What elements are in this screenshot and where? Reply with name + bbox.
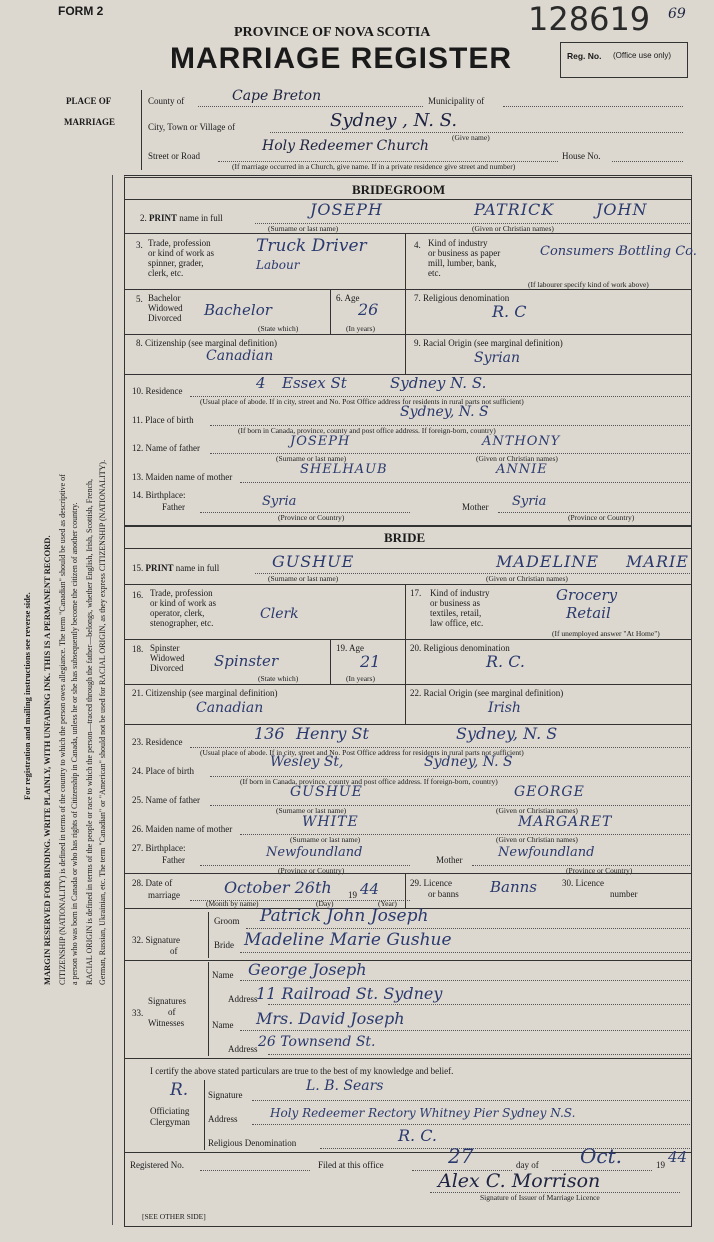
registered-no-label: Registered No. [130,1160,184,1170]
clergy-address-label: Address [208,1114,238,1124]
num-11: 11. Place of birth [132,415,194,425]
sidebar-instructions: For registration and mailing instructions see reverse side. [22,592,32,800]
groom-racial-label: Racial Origin (see marginal definition) [423,338,563,348]
filed-month: Oct. [580,1144,622,1168]
num-22: 22. Racial Origin (see marginal definition) [410,688,564,698]
num-7: 7. Religious denomination [414,293,510,303]
sidebar-racial-def: RACIAL ORIGIN is defined in terms of the people or race to which the person—traced through the father—belongs, whether English, Irish, Scottish, French, [85,478,94,985]
sig-label-1: Signature [145,935,180,945]
num-4: 4. [414,240,421,250]
witness2-address: 26 Townsend St. [258,1034,376,1050]
groom-prov-note-1: (Province or Country) [278,513,345,522]
bride-unemployed-note: (If unemployed answer "At Home") [552,629,660,638]
place-label-1: PLACE OF [66,96,112,106]
num-23: 23. Residence [132,737,183,747]
date-label-2: marriage [148,890,180,900]
bride-industry: Grocery [556,586,618,604]
bride-age: 21 [360,652,381,671]
groom-prov-note-2: (Province or Country) [568,513,635,522]
bride-state-which: (State which) [258,674,299,683]
bride-racial-label: Racial Origin (see marginal definition) [423,688,564,698]
clergy-initial: R. [170,1080,189,1100]
bridegroom-heading: BRIDEGROOM [352,182,446,197]
groom-status: Bachelor [204,301,272,319]
bride-surname: GUSHUE [272,552,355,571]
num-25: 25. Name of father [132,795,200,805]
witness1-name-label: Name [212,970,234,980]
groom-citizenship-label: Citizenship (see marginal definition) [145,338,278,348]
day-note: (Day) [316,899,334,908]
num-16: 16. [132,590,144,600]
bride-residence-note: (Usual place of abode. If in city, street and No. Post Office address for residents in rural parts not sufficient) [200,748,524,757]
licence-no-label-2: number [610,889,638,899]
groom-mother-word: Mother [462,502,489,512]
province-title: PROVINCE OF NOVA SCOTIA [234,25,431,40]
bride-status-labels: Spinster Widowed Divorced [150,643,185,673]
bride-industry-2: Retail [566,604,611,622]
certify-text: I certify the above stated particulars are true to the best of my knowledge and belief. [150,1066,454,1076]
groom-industry-note: (If labourer specify kind of work above) [528,280,649,289]
bride-religion: R. C. [486,652,525,671]
filed-label: Filed at this office [318,1160,384,1170]
bride-father-word: Father [162,855,185,865]
bride-father-surname-note: (Surname or last name) [276,806,347,815]
bride-mother-surname-note: (Surname or last name) [290,835,361,844]
street-label: Street or Road [148,151,200,161]
groom-father-given: ANTHONY [482,434,561,449]
groom-trade-2: Labour [256,258,300,272]
bride-father-given: GEORGE [514,784,585,800]
num-18: 18. [132,644,144,654]
groom-residence-num: 4 [256,374,266,392]
bride-mother-surname: WHITE [302,814,359,830]
marriage-date: October 26th [224,878,332,897]
bride-surname-note: (Surname or last name) [268,574,339,583]
bride-mother-label: Maiden name of mother [145,824,233,834]
see-other-side: [SEE OTHER SIDE] [142,1212,206,1221]
groom-residence-city: Sydney N. S. [390,374,487,392]
bride-mother-word: Mother [436,855,463,865]
groom-state-which: (State which) [258,324,299,333]
page-title: MARRIAGE REGISTER [170,42,513,75]
groom-father-birthplace: Syria [262,494,297,509]
filed-year: 44 [668,1148,688,1166]
licence-label-2: or banns [428,889,459,899]
groom-birth-label: Place of birth [145,415,194,425]
print-label-bride: PRINT [145,563,174,573]
groom-status-labels: Bachelor Widowed Divorced [148,293,183,323]
bride-father-birthplace: Newfoundland [266,845,363,860]
reg-no-note: (Office use only) [613,51,672,60]
bride-father-label: Name of father [145,795,200,805]
bride-trade-labels: Trade, profession or kind of work as operator, clerk, stenographer, etc. [150,588,216,628]
bride-birthplace-label: Birthplace: [145,843,186,853]
groom-father-given-note: (Given or Christian names) [476,454,558,463]
bride-residence-num: 136 [254,724,285,743]
bride-trade: Clerk [260,606,299,622]
bride-prov-note-2: (Province or Country) [566,866,633,875]
bride-racial: Irish [488,700,521,716]
clergy-labels: Officiating Clergyman [150,1106,190,1127]
num-17: 17. [410,588,422,598]
groom-age-label: Age [344,293,360,303]
sidebar-citizenship-def2: a person who was born in Canada or who has rights of Citizenship in Canada, unless he or she has subsequently become the citizen of another country. [70,502,79,985]
groom-father-surname-note: (Surname or last name) [276,454,347,463]
city-value: Sydney , N. S. [330,110,458,131]
num-3: 3. [136,240,143,250]
bride-residence-label: Residence [145,737,183,747]
bride-given-2: MARIE [626,552,689,571]
bride-mother-given-note: (Given or Christian names) [496,835,578,844]
reg-no-box [560,42,688,78]
num-26: 26. Maiden name of mother [132,824,233,834]
clergy-signature: L. B. Sears [306,1078,384,1094]
bride-age-label: Age [349,643,365,653]
groom-mother-label: Maiden name of mother [145,472,233,482]
print-name-label-bride: name in full [175,563,220,573]
bride-sig-label: Bride [214,940,234,950]
num-24: 24. Place of birth [132,766,194,776]
city-label: City, Town or Village of [148,122,236,132]
num-8: 8. Citizenship (see marginal definition) [136,338,278,348]
issuer-signature: Alex C. Morrison [438,1170,601,1192]
print-label-groom: PRINT [149,213,178,223]
sig-label-2: of [170,946,178,956]
municipality-label: Municipality of [428,96,485,106]
num-21: 21. Citizenship (see marginal definition) [132,688,278,698]
witness1-address: 11 Railroad St. Sydney [256,984,443,1003]
bride-birth-note: (If born in Canada, province, county and post office address. If foreign-born, country) [240,777,498,786]
num-33: 33. [132,1008,144,1018]
bride-father-surname: GUSHUE [290,784,363,800]
place-label-2: MARRIAGE [64,117,115,127]
bride-birth-city: Sydney, N. S [424,754,513,770]
sidebar-margin-note: MARGIN RESERVED FOR BINDING. WRITE PLAINLY, WITH UNFADING INK. THIS IS A PERMANENT RECORD. [42,535,52,985]
clergy-religion-label: Religious Denomination [208,1138,297,1148]
num-30: 30. Licence [562,878,604,888]
num-28: 28. Date of [132,878,173,888]
num-9: 9. Racial Origin (see marginal definition) [414,338,563,348]
sidebar-racial-def2: German, Russian, Ukrainian, etc. The term "Canadian" or "American" should not be used for RACIAL ORIGIN, as they express CITIZENSHIP (NATIONALITY). [98,459,107,985]
witness2-name-label: Name [212,1020,234,1030]
num-10: 10. Residence [132,386,183,396]
bride-status: Spinster [214,652,279,670]
bride-heading: BRIDE [384,530,426,545]
num-6: 6. Age [336,293,360,303]
witness2-name: Mrs. David Joseph [256,1009,405,1028]
groom-mother-given: ANNIE [496,462,548,477]
clergy-religion: R. C. [398,1126,437,1145]
num-29: 29. Licence [410,878,452,888]
groom-given-2: JOHN [596,200,648,219]
registration-stamp-number: 128619 [528,0,651,38]
groom-father-label: Name of father [145,443,200,453]
stamp-suffix: 69 [668,6,686,22]
form-number: FORM 2 [58,4,104,18]
groom-residence-street: Essex St [282,374,347,392]
clergy-address: Holy Redeemer Rectory Whitney Pier Sydney N.S. [270,1106,576,1120]
num-32: 32. Signature [132,935,180,945]
num-15: 15. PRINT name in full [132,563,220,573]
num-14: 14. Birthplace: [132,490,186,500]
bride-birth-label: Place of birth [145,766,194,776]
bride-religion-label: Religious denomination [423,643,510,653]
bride-citizenship-label: Citizenship (see marginal definition) [145,688,278,698]
groom-mother-surname: SHELHAUB [300,462,388,477]
bride-signature: Madeline Marie Gushue [244,930,452,950]
bride-residence-street: Henry St [296,724,369,743]
licence-no-label-1: Licence [575,878,604,888]
date-label-1: Date of [145,878,173,888]
groom-given-1: PATRICK [474,200,555,219]
groom-birth: Sydney, N. S [400,404,489,420]
year-prefix: 19 [348,890,357,900]
groom-age-note: (In years) [346,324,375,333]
bride-prov-note-1: (Province or Country) [278,866,345,875]
bride-residence-city: Sydney, N. S [456,724,558,743]
year-note: (Year) [378,899,397,908]
groom-industry-labels: Kind of industry or business as paper mill, lumber, bank, etc. [428,238,501,278]
groom-signature: Patrick John Joseph [260,906,429,926]
groom-mother-birthplace: Syria [512,494,547,509]
groom-religion-label: Religious denomination [423,293,510,303]
groom-sig-label: Groom [214,916,240,926]
bride-citizenship: Canadian [196,700,264,716]
num-5: 5. [136,294,143,304]
num-19: 19. Age [336,643,365,653]
num-13: 13. Maiden name of mother [132,472,233,482]
licence-type: Banns [490,878,537,896]
groom-surname: JOSEPH [310,200,383,219]
groom-racial: Syrian [474,350,521,366]
sidebar-citizenship-def: CITIZENSHIP (NATIONALITY) is defined in terms of the country to which the person owes allegiance. The term "Canadian" should be used as descriptive of [58,474,67,985]
bride-mother-birthplace: Newfoundland [498,845,595,860]
groom-industry: Consumers Bottling Co. [540,244,697,259]
print-name-label-groom: name in full [179,213,223,223]
county-label: County of [148,96,185,106]
witness1-name: George Joseph [248,960,367,979]
groom-father-word: Father [162,502,185,512]
groom-surname-note: (Surname or last name) [268,224,339,233]
bride-industry-labels: Kind of industry or business as textiles, retail, law office, etc. [430,588,490,628]
marriage-year: 44 [360,880,380,898]
reg-no-label: Reg. No. [567,51,602,61]
groom-birth-note: (If born in Canada, province, county and post office address. If foreign-born, country) [238,426,496,435]
groom-citizenship: Canadian [206,348,274,364]
groom-residence-note: (Usual place of abode. If in city, street and No. Post Office address for residents in rural parts not sufficient) [200,397,524,406]
num-12: 12. Name of father [132,443,200,453]
county-value: Cape Breton [232,88,322,104]
groom-father-surname: JOSEPH [290,434,351,449]
num-27: 27. Birthplace: [132,843,186,853]
filed-year-prefix: 19 [656,1160,665,1170]
licence-label-1: Licence [423,878,452,888]
issuer-label: Signature of Issuer of Marriage Licence [480,1193,600,1202]
groom-trade-labels: Trade, profession or kind of work as spinner, grader, clerk, etc. [148,238,214,278]
day-of-label: day of [516,1160,539,1170]
groom-religion: R. C [492,302,527,321]
num-2: 2. PRINT name in full [140,213,223,223]
clergy-sig-label: Signature [208,1090,243,1100]
month-note: (Month by name) [206,899,259,908]
groom-trade: Truck Driver [256,236,367,256]
street-value: Holy Redeemer Church [262,138,429,154]
bride-father-given-note: (Given or Christian names) [496,806,578,815]
groom-age: 26 [358,300,379,319]
bride-birth-street: Wesley St, [270,754,344,770]
groom-residence-label: Residence [145,386,183,396]
num-20: 20. Religious denomination [410,643,510,653]
street-note: (If marriage occurred in a Church, give name. If in a private residence give street and number) [232,162,516,171]
bride-mother-given: MARGARET [518,814,613,830]
groom-given-note: (Given or Christian names) [472,224,554,233]
bride-given-note: (Given or Christian names) [486,574,568,583]
bride-given-1: MADELINE [496,552,600,571]
witness-labels: Signatures of Witnesses [148,996,186,1028]
give-name-note: (Give name) [452,133,490,142]
groom-birthplace-label: Birthplace: [145,490,186,500]
bride-age-note: (In years) [346,674,375,683]
witness2-address-label: Address [228,1044,258,1054]
house-no-label: House No. [562,151,601,161]
filed-day: 27 [448,1144,474,1168]
witness1-address-label: Address [228,994,258,1004]
